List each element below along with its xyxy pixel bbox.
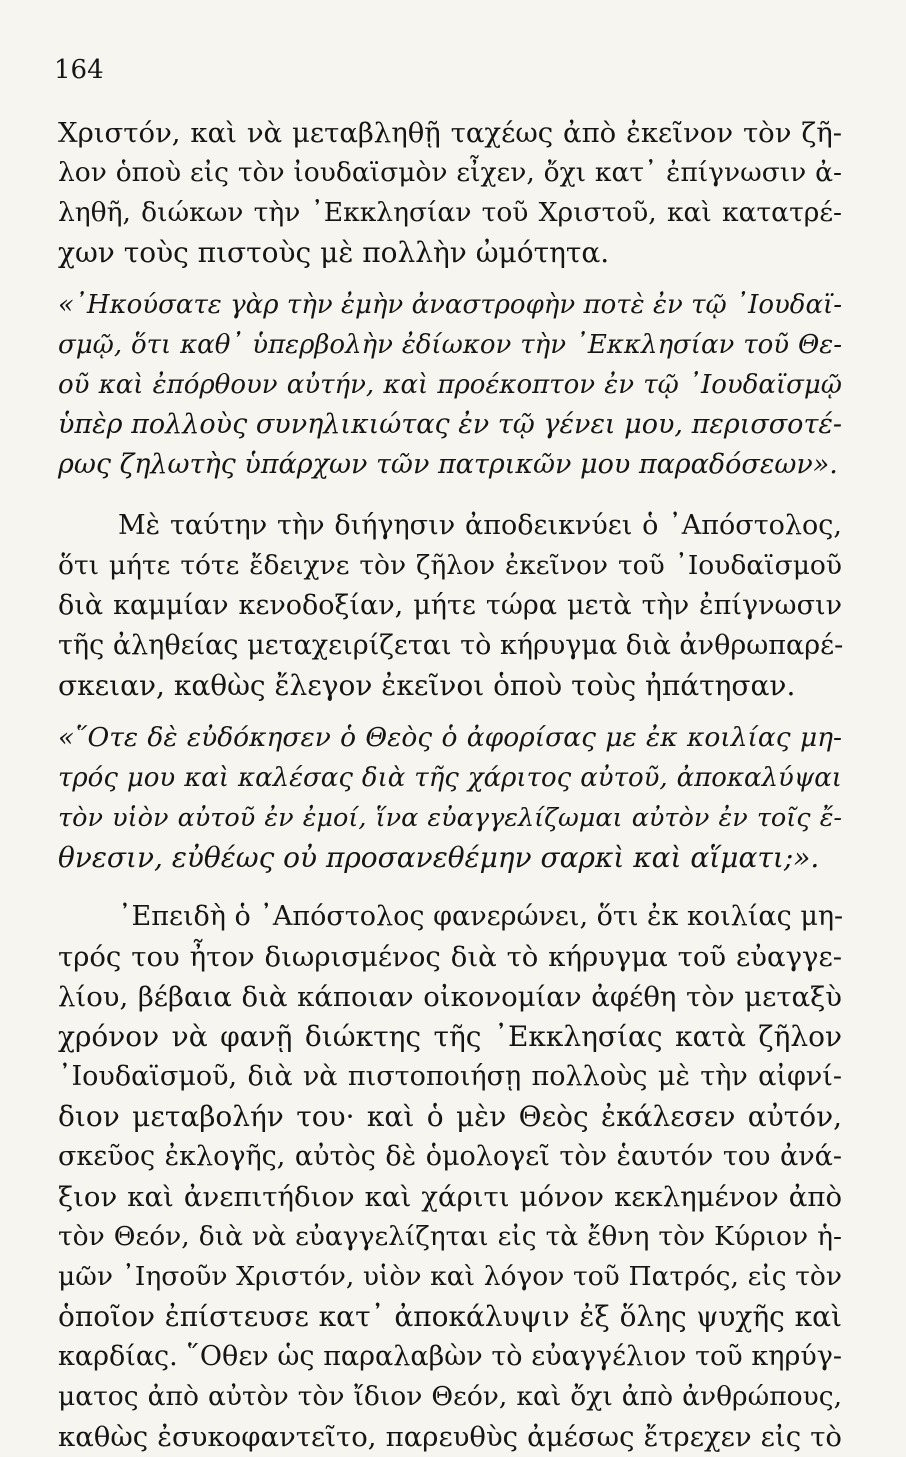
quote-line: τὸν υἱὸν αὐτοῦ ἐν ἐμοί, ἵνα εὐαγγελίζωμαι αὐτὸν ἐν τοῖς ἔ- <box>58 803 842 833</box>
quote-line: «᾿Ηκούσατε γὰρ τὴν ἐμὴν ἀναστροφὴν ποτὲ ἐν τῷ ᾿Ιουδαϊ- <box>58 290 842 320</box>
text-line: Χριστόν, καὶ νὰ μεταβληθῇ ταχέως ἀπὸ ἐκεῖνον τὸν ζῆ- <box>58 117 842 149</box>
text-line: καθὼς ἐσυκοφαντεῖτο, παρευθὺς ἀμέσως ἔτρεχεν εἰς τὸ <box>58 1421 842 1453</box>
text-line: μῶν ᾿Ιησοῦν Χριστόν, υἱὸν καὶ λόγον τοῦ Πατρός, εἰς τὸν <box>58 1261 842 1292</box>
text-line: Μὲ ταύτην τὴν διήγησιν ἀποδεικνύει ὁ ᾿Απόστολος, <box>118 510 842 541</box>
text-line: σκειαν, καθὼς ἔλεγον ἐκεῖνοι ὁποὺ τοὺς ἠπάτησαν. <box>58 669 796 702</box>
quote-line: ὑπὲρ πολλοὺς συνηλικιώτας ἐν τῷ γένει μου, περισσοτέ- <box>58 409 842 440</box>
text-line: ματος ἀπὸ αὐτὸν τὸν ἴδιον Θεόν, καὶ ὄχι ἀπὸ ἀνθρώπους, <box>58 1381 842 1412</box>
page-number: 164 <box>54 55 104 85</box>
text-line: τρός του ἦτον διωρισμένος διὰ τὸ κήρυγμα τοῦ εὐαγγε- <box>58 941 842 973</box>
quote-line: θνεσιν, εὐθέως οὐ προσανεθέμην σαρκὶ καὶ αἵματι;». <box>58 841 820 874</box>
text-line: λίου, βέβαια διὰ κάποιαν οἰκονομίαν ἀφέθη τὸν μεταξὺ <box>58 981 842 1013</box>
text-line: ὁποῖον ἐπίστευσε κατ᾽ ἀποκάλυψιν ἐξ ὅλης ψυχῆς καὶ <box>58 1300 842 1333</box>
text-line: ληθῆ, διώκων τὴν ᾿Εκκλησίαν τοῦ Χριστοῦ, καὶ κατατρέ- <box>58 197 842 228</box>
text-line: ὅτι μήτε τότε ἔδειχνε τὸν ζῆλον ἐκεῖνον τοῦ ᾿Ιουδαϊσμοῦ <box>58 550 842 581</box>
quote-line: σμῷ, ὅτι καθ᾽ ὑπερβολὴν ἐδίωκον τὴν ᾿Εκκλησίαν τοῦ Θε- <box>58 330 842 360</box>
text-line: διὰ καμμίαν κενοδοξίαν, μήτε τώρα μετὰ τὴν ἐπίγνωσιν <box>58 590 842 621</box>
text-line: τὸν Θεόν, διὰ νὰ εὐαγγελίζηται εἰς τὰ ἔθνη τὸν Κύριον ἡ- <box>58 1221 842 1252</box>
text-line: λον ὁποὺ εἰς τὸν ἰουδαϊσμὸν εἶχεν, ὄχι κατ᾽ ἐπίγνωσιν ἀ- <box>58 157 842 188</box>
quote-line: «῞Οτε δὲ εὐδόκησεν ὁ Θεὸς ὁ ἀφορίσας με ἐκ κοιλίας μη- <box>58 722 842 753</box>
quote-line: τρός μου καὶ καλέσας διὰ τῆς χάριτος αὐτοῦ, ἀποκαλύψαι <box>58 763 842 793</box>
text-line: τῆς ἀληθείας μεταχειρίζεται τὸ κήρυγμα διὰ ἀνθρωπαρέ- <box>58 630 844 661</box>
text-line: ᾿Ιουδαϊσμοῦ, διὰ νὰ πιστοποιήσῃ πολλοὺς μὲ τὴν αἰφνί- <box>58 1061 842 1092</box>
text-line: σκεῦος ἐκλογῆς, αὐτὸς δὲ ὁμολογεῖ τὸν ἑαυτόν του ἀνά- <box>58 1141 842 1172</box>
text-line: χρόνον νὰ φανῇ διώκτης τῆς ᾿Εκκλησίας κατὰ ζῆλον <box>58 1020 842 1053</box>
quote-line: ρως ζηλωτὴς ὑπάρχων τῶν πατρικῶν μου παραδόσεων». <box>58 449 838 480</box>
text-line: καρδίας. ῞Οθεν ὡς παραλαβὼν τὸ εὐαγγέλιον τοῦ κηρύγ- <box>58 1341 842 1372</box>
text-line: χων τοὺς πιστοὺς μὲ πολλὴν ὠμότητα. <box>58 236 610 269</box>
quote-line: οῦ καὶ ἐπόρθουν αὐτήν, καὶ προέκοπτον ἐν τῷ ᾿Ιουδαϊσμῷ <box>58 370 842 400</box>
text-line: διον μεταβολήν του· καὶ ὁ μὲν Θεὸς ἐκάλεσεν αὐτόν, <box>58 1100 842 1133</box>
text-line: ᾿Επειδὴ ὁ ᾿Απόστολος φανερώνει, ὅτι ἐκ κοιλίας μη- <box>118 901 844 932</box>
text-line: ξιον καὶ ἀνεπιτήδιον καὶ χάριτι μόνον κεκλημένον ἀπὸ <box>58 1181 842 1213</box>
